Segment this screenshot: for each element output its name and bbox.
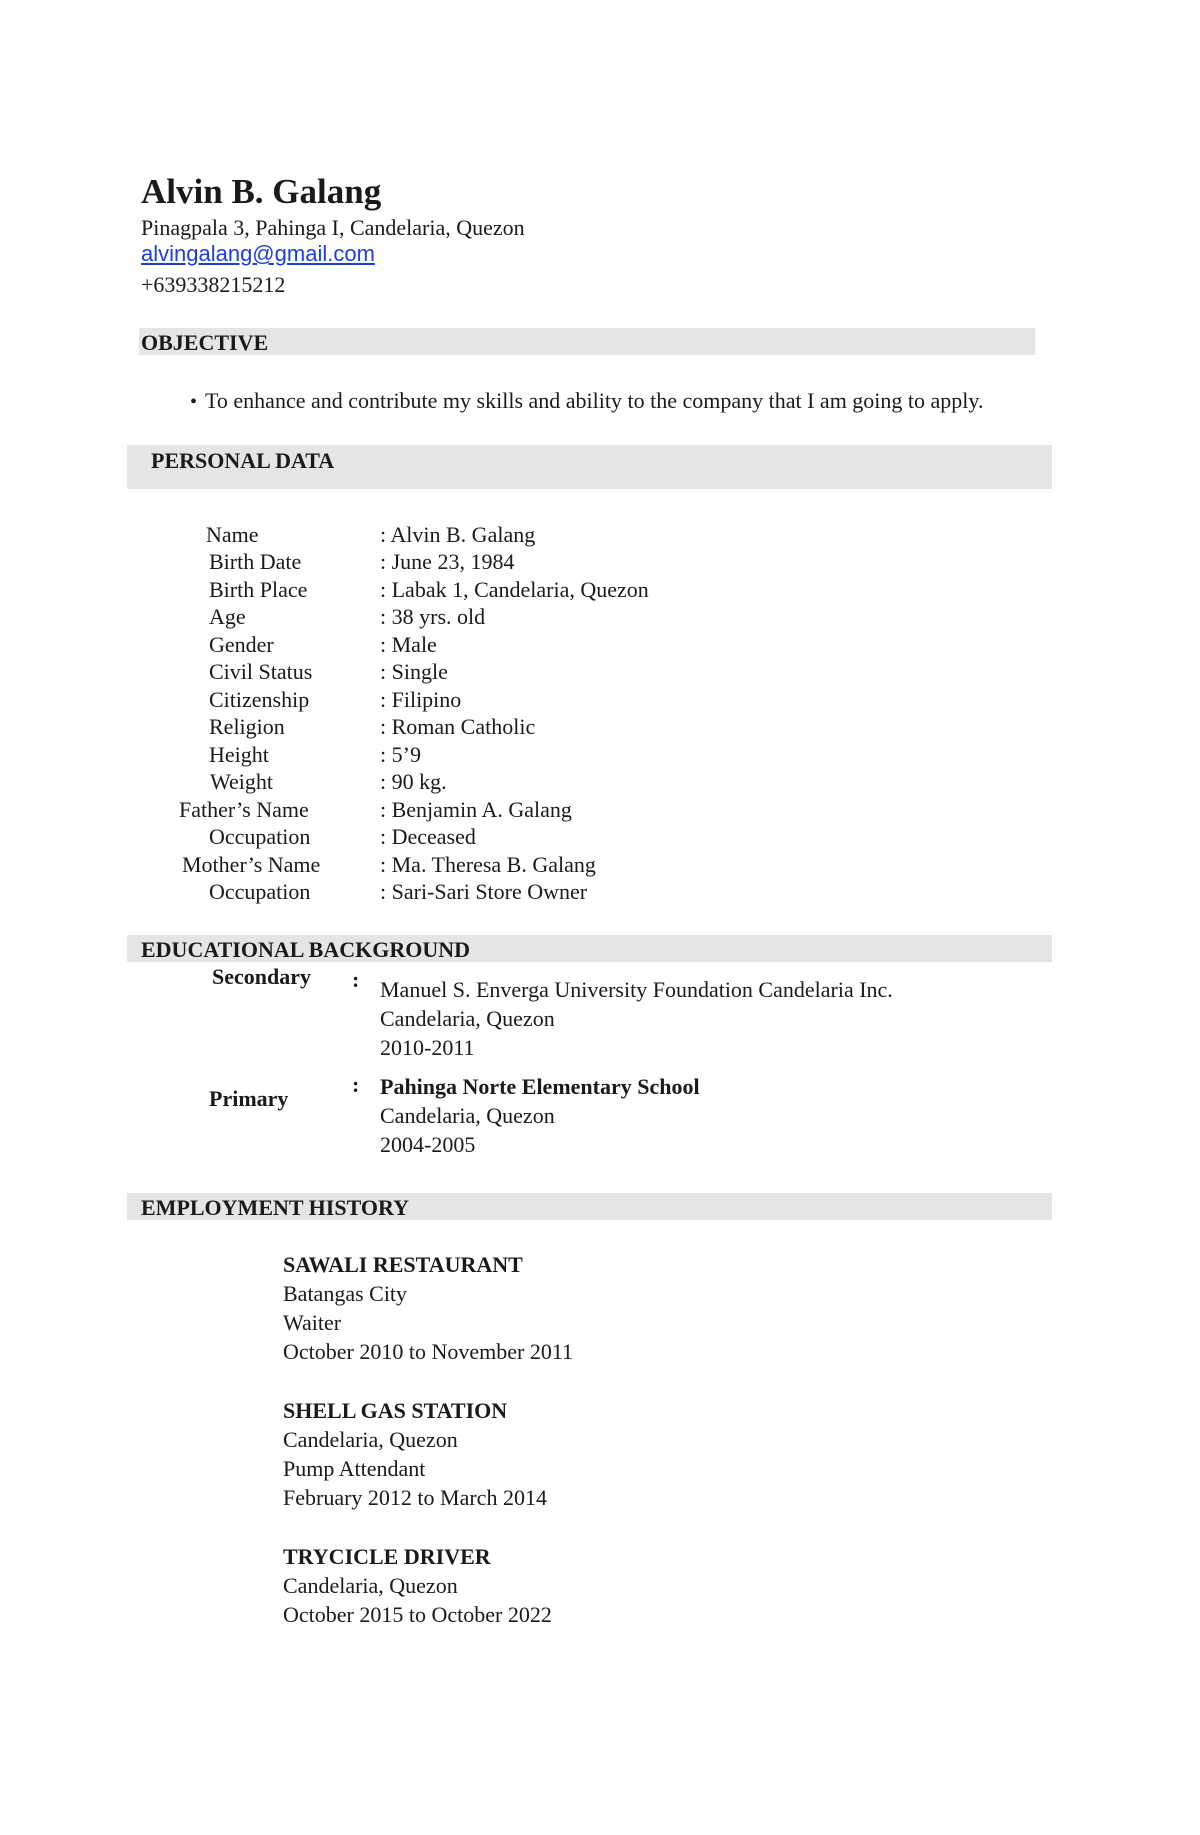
education-location: Candelaria, Quezon: [380, 1103, 555, 1128]
personal-value-birth-date: : June 23, 1984: [380, 549, 515, 574]
personal-label-religion: Religion: [209, 714, 285, 739]
personal-value-religion: : Roman Catholic: [380, 714, 536, 739]
education-entry-primary: [380, 1072, 700, 1159]
personal-label-mothers-name: Mother’s Name: [182, 852, 321, 877]
education-entry-secondary: [380, 975, 893, 1062]
personal-label-father-occupation: Occupation: [209, 824, 311, 849]
objective-item: [190, 387, 983, 416]
education-level-primary: Primary: [209, 1086, 289, 1111]
personal-label-age: Age: [209, 604, 246, 629]
job-location: Candelaria, Quezon: [283, 1573, 458, 1598]
education-years: 2010-2011: [380, 1035, 475, 1060]
address: Pinagpala 3, Pahinga I, Candelaria, Quezon: [141, 215, 525, 240]
objective-title: OBJECTIVE: [141, 330, 269, 355]
education-colon-secondary: :: [352, 967, 360, 992]
personal-value-father-occupation: : Deceased: [380, 824, 476, 849]
objective-text: To enhance and contribute my skills and ability to the company that I am going to apply.: [205, 388, 984, 413]
phone-number: +639338215212: [141, 272, 286, 297]
job-entry: [283, 1396, 547, 1512]
personal-value-fathers-name: : Benjamin A. Galang: [380, 797, 572, 822]
personal-label-gender: Gender: [209, 632, 274, 657]
personal-value-mother-occupation: : Sari-Sari Store Owner: [380, 879, 588, 904]
job-location: Batangas City: [283, 1281, 408, 1306]
job-location: Candelaria, Quezon: [283, 1427, 458, 1452]
job-entry: [283, 1250, 573, 1366]
personal-value-birth-place: : Labak 1, Candelaria, Quezon: [380, 577, 649, 602]
personal-label-mother-occupation: Occupation: [209, 879, 311, 904]
education-location: Candelaria, Quezon: [380, 1006, 555, 1031]
education-school: Pahinga Norte Elementary School: [380, 1074, 700, 1099]
personal-label-fathers-name: Father’s Name: [179, 797, 309, 822]
education-colon-primary: :: [352, 1072, 360, 1097]
education-school: Manuel S. Enverga University Foundation Candelaria Inc.: [380, 977, 893, 1002]
job-period: October 2015 to October 2022: [283, 1602, 552, 1627]
job-position: Waiter: [283, 1310, 342, 1335]
personal-value-name: : Alvin B. Galang: [380, 522, 536, 547]
bullet-icon: •: [190, 391, 198, 413]
job-employer: SHELL GAS STATION: [283, 1398, 508, 1423]
applicant-name: Alvin B. Galang: [141, 172, 382, 211]
personal-label-birth-date: Birth Date: [209, 549, 302, 574]
personal-label-height: Height: [209, 742, 269, 767]
personal-label-citizenship: Citizenship: [209, 687, 310, 712]
personal-value-weight: : 90 kg.: [380, 769, 447, 794]
job-employer: SAWALI RESTAURANT: [283, 1252, 523, 1277]
objective-section-bar: [139, 328, 1035, 355]
personal-label-civil-status: Civil Status: [209, 659, 313, 684]
email-link[interactable]: alvingalang@gmail.com: [141, 241, 375, 266]
personal-value-gender: : Male: [380, 632, 437, 657]
personal-value-age: : 38 yrs. old: [380, 604, 486, 629]
job-period: February 2012 to March 2014: [283, 1485, 547, 1510]
personal-label-name: Name: [206, 522, 259, 547]
job-position: Pump Attendant: [283, 1456, 426, 1481]
education-title: EDUCATIONAL BACKGROUND: [141, 937, 471, 962]
personal-value-mothers-name: : Ma. Theresa B. Galang: [380, 852, 596, 877]
personal-value-civil-status: : Single: [380, 659, 448, 684]
education-years: 2004-2005: [380, 1132, 476, 1157]
job-period: October 2010 to November 2011: [283, 1339, 574, 1364]
employment-title: EMPLOYMENT HISTORY: [141, 1195, 409, 1220]
personal-value-citizenship: : Filipino: [380, 687, 462, 712]
personal-data-title: PERSONAL DATA: [151, 448, 335, 473]
personal-value-height: : 5’9: [380, 742, 421, 767]
education-level-secondary: Secondary: [212, 964, 311, 989]
personal-label-birth-place: Birth Place: [209, 577, 308, 602]
job-entry: [283, 1542, 552, 1629]
personal-label-weight: Weight: [210, 769, 273, 794]
job-employer: TRYCICLE DRIVER: [283, 1544, 491, 1569]
